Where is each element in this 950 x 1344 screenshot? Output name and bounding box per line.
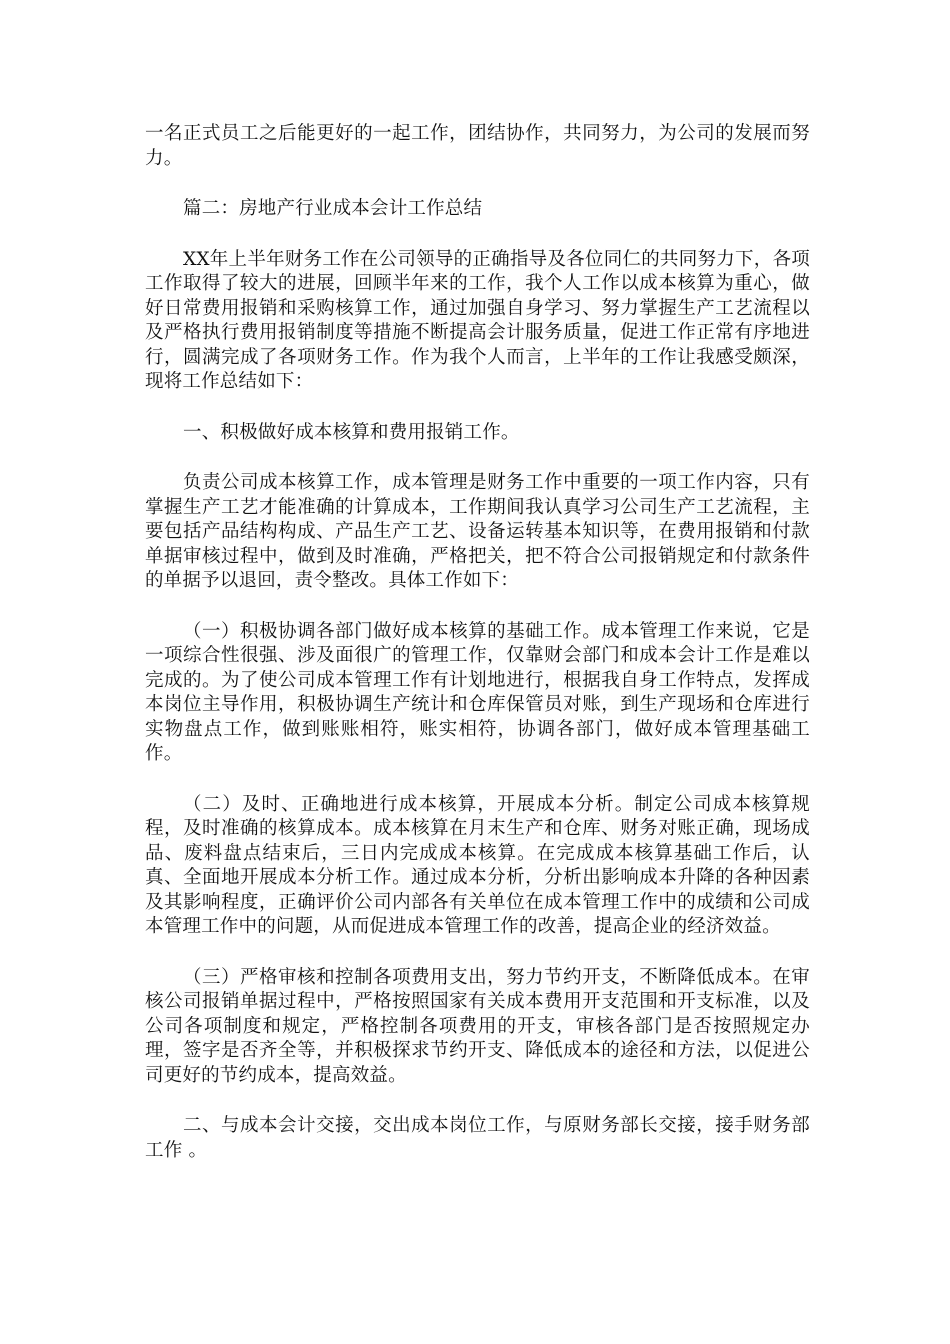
section1-body: 负责公司成本核算工作，成本管理是财务工作中重要的一项工作内容，只有掌握生产工艺才能准确的计算成本，工作期间我认真学习公司生产工艺流程，主要包括产品结构构成、产品生产工艺、设备运转基本知识等，在费用报销和付款单据审核过程中，做到及时准确，严格把关，把不符合公司报销规定和付款条件的单据予以退回，责令整改。具体工作如下： [145, 472, 810, 591]
section1-heading: 一、积极做好成本核算和费用报销工作。 [183, 421, 520, 443]
section2-heading: 二、与成本会计交接，交出成本岗位工作，与原财务部长交接，接手财务部工作 。 [145, 1115, 810, 1161]
intro-paragraph: 一名正式员工之后能更好的一起工作，团结协作，共同努力，为公司的发展而努力。 [145, 123, 810, 169]
article-title: 篇二：房地产行业成本会计工作总结 [183, 198, 483, 219]
item3-paragraph: （三）严格审核和控制各项费用支出，努力节约开支，不断降低成本。在审核公司报销单据过程中，严格按照国家有关成本费用开支范围和开支标准，以及公司各项制度和规定，严格控制各项费用的开支，审核各部门是否按照规定办理，签字是否齐全等，并积极探求节约开支、降低成本的途径和方法，以促进公司更好的节约成本，提高效益。 [145, 966, 810, 1086]
item1-paragraph: （一）积极协调各部门做好成本核算的基础工作。成本管理工作来说，它是一项综合性很强、涉及面很广的管理工作，仅靠财会部门和成本会计工作是难以完成的。为了使公司成本管理工作有计划地进行，根据我自身工作特点，发挥成本岗位主导作用，积极协调生产统计和仓库保管员对账，到生产现场和仓库进行实物盘点工作，做到账账相符，账实相符，协调各部门，做好成本管理基础工作。 [145, 620, 810, 764]
item2-paragraph: （二）及时、正确地进行成本核算，开展成本分析。制定公司成本核算规程，及时准确的核算成本。成本核算在月末生产和仓库、财务对账正确，现场成品、废料盘点结束后，三日内完成成本核算。在完成成本核算基础工作后，认真、全面地开展成本分析工作。通过成本分析，分析出影响成本升降的各种因素及其影响程度，正确评价公司内部各有关单位在成本管理工作中的成绩和公司成本管理工作中的问题，从而促进成本管理工作的改善，提高企业的经济效益。 [145, 793, 810, 937]
summary-paragraph: XX年上半年财务工作在公司领导的正确指导及各位同仁的共同努力下，各项工作取得了较大的进展，回顾半年来的工作，我个人工作以成本核算为重心，做好日常费用报销和采购核算工作，通过加强自身学习、努力掌握生产工艺流程以及严格执行费用报销制度等措施不断提高会计服务质量，促进工作正常有序地进行，圆满完成了各项财务工作。作为我个人而言，上半年的工作让我感受颇深，现将工作总结如下： [145, 248, 810, 392]
document-page [145, 122, 810, 1163]
